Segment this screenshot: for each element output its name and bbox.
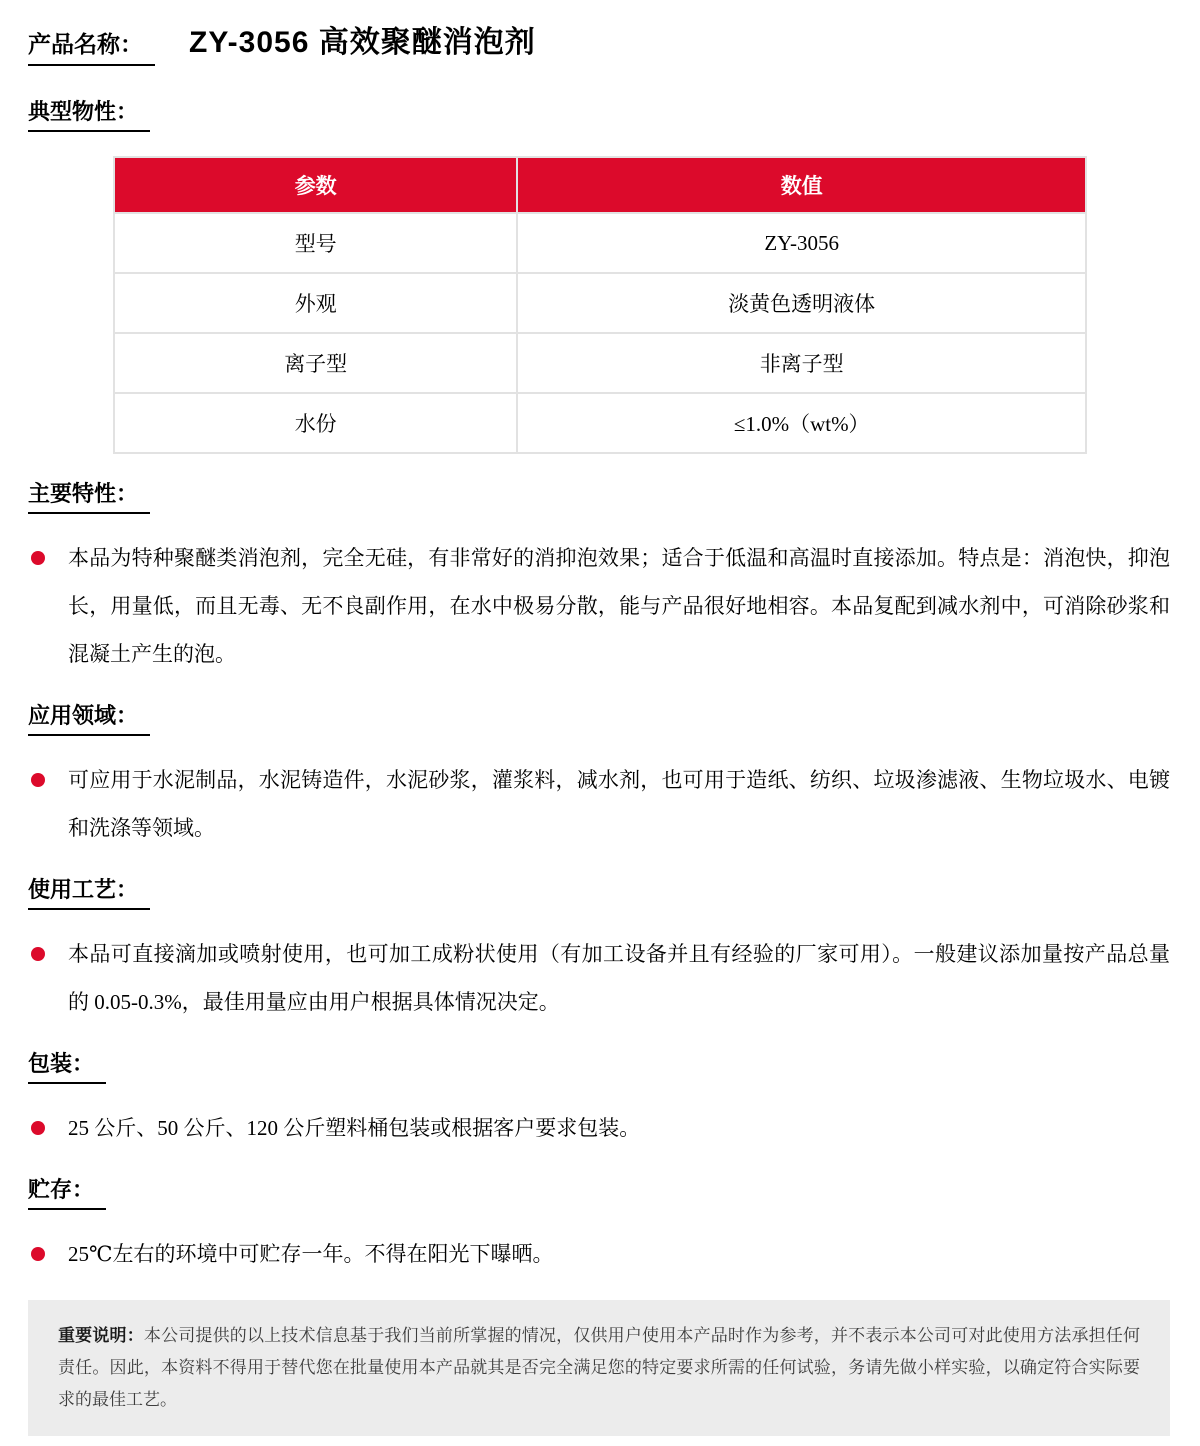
bullet-icon xyxy=(31,551,45,565)
table-row xyxy=(114,393,1086,453)
list-item xyxy=(28,756,1170,852)
section-storage xyxy=(28,1152,1170,1278)
section-packaging xyxy=(28,1026,1170,1152)
section-usage-process xyxy=(28,852,1170,1026)
list-item xyxy=(28,1230,1170,1278)
bullet-icon xyxy=(31,1121,45,1135)
section-heading-packaging: 包装： xyxy=(28,1050,106,1084)
section-heading-storage: 贮存： xyxy=(28,1176,106,1210)
table-cell-parameter: 外观 xyxy=(114,273,517,333)
properties-table xyxy=(113,156,1087,454)
list-item-text: 本品为特种聚醚类消泡剂，完全无硅，有非常好的消抑泡效果；适合于低温和高温时直接添加。特点是：消泡快，抑泡长，用量低，而且无毒、无不良副作用，在水中极易分散，能与产品很好地相容。本品复配到减水剂中，可消除砂浆和混凝土产生的泡。 xyxy=(68,546,1170,666)
section-heading-main-features: 主要特性： xyxy=(28,480,150,514)
list-item-text: 可应用于水泥制品，水泥铸造件，水泥砂浆，灌浆料，减水剂，也可用于造纸、纺织、垃圾渗滤液、生物垃圾水、电镀和洗涤等领域。 xyxy=(68,768,1170,840)
important-note-label: 重要说明： xyxy=(58,1326,144,1345)
table-cell-parameter: 水份 xyxy=(114,393,517,453)
list-item xyxy=(28,1104,1170,1152)
important-note-box xyxy=(28,1300,1170,1436)
table-row xyxy=(114,213,1086,273)
list-item xyxy=(28,930,1170,1026)
section-heading-properties: 典型物性： xyxy=(28,98,150,132)
product-name-label: 产品名称： xyxy=(28,27,155,66)
table-header-parameter: 参数 xyxy=(114,157,517,213)
section-heading-applications: 应用领域： xyxy=(28,702,150,736)
table-cell-parameter: 离子型 xyxy=(114,333,517,393)
table-cell-value: ≤1.0%（wt%） xyxy=(517,393,1086,453)
section-heading-usage-process: 使用工艺： xyxy=(28,876,150,910)
title-row xyxy=(28,24,1170,66)
section-applications xyxy=(28,678,1170,852)
page-title: ZY-3056 高效聚醚消泡剂 xyxy=(189,26,536,59)
list-item-text: 25℃左右的环境中可贮存一年。不得在阳光下曝晒。 xyxy=(68,1242,554,1266)
table-row xyxy=(114,333,1086,393)
list-item xyxy=(28,534,1170,678)
important-note-text: 本公司提供的以上技术信息基于我们当前所掌握的情况，仅供用户使用本产品时作为参考，并不表示本公司可对此使用方法承担任何责任。因此，本资料不得用于替代您在批量使用本产品就其是否完全满足您的特定要求所需的任何试验，务请先做小样实验，以确定符合实际要求的最佳工艺。 xyxy=(58,1326,1141,1409)
bullet-icon xyxy=(31,773,45,787)
table-cell-value: 非离子型 xyxy=(517,333,1086,393)
bullet-icon xyxy=(31,947,45,961)
table-cell-value: ZY-3056 xyxy=(517,213,1086,273)
table-header-value: 数值 xyxy=(517,157,1086,213)
list-item-text: 25 公斤、50 公斤、120 公斤塑料桶包装或根据客户要求包装。 xyxy=(68,1116,641,1140)
table-cell-value: 淡黄色透明液体 xyxy=(517,273,1086,333)
section-main-features xyxy=(28,456,1170,678)
table-cell-parameter: 型号 xyxy=(114,213,517,273)
list-item-text: 本品可直接滴加或喷射使用，也可加工成粉状使用（有加工设备并且有经验的厂家可用）。一般建议添加量按产品总量的 0.05-0.3%，最佳用量应由用户根据具体情况决定。 xyxy=(68,942,1170,1014)
table-header-row xyxy=(114,157,1086,213)
bullet-icon xyxy=(31,1247,45,1261)
table-row xyxy=(114,273,1086,333)
